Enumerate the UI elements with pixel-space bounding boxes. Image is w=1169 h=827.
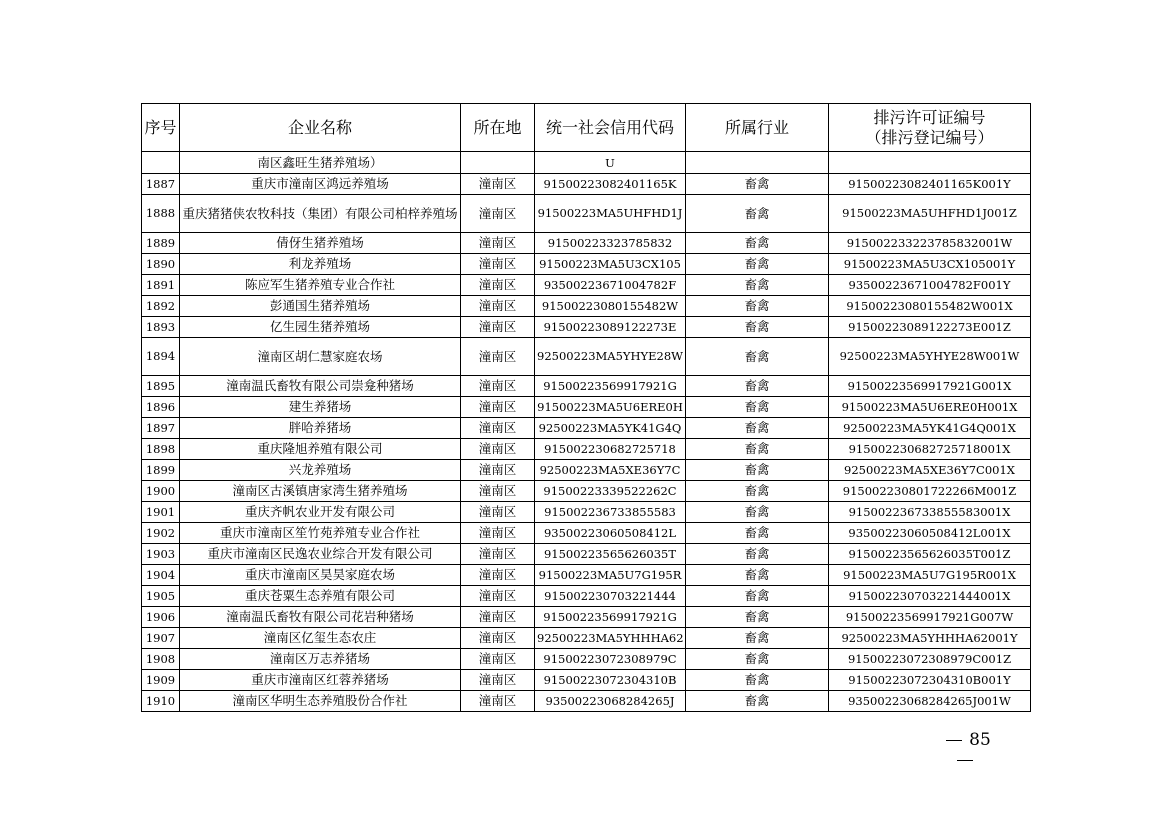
cell-company-name: 建生养猪场 xyxy=(180,397,461,418)
cell-industry: 畜禽 xyxy=(686,460,829,481)
cell-industry: 畜禽 xyxy=(686,523,829,544)
cell-company-name: 潼南区万志养猪场 xyxy=(180,649,461,670)
cell-location: 潼南区 xyxy=(461,691,535,712)
cell-credit-code: 91500223MA5U7G195R xyxy=(535,565,686,586)
cell-seq: 1888 xyxy=(142,195,180,233)
cell-industry: 畜禽 xyxy=(686,418,829,439)
table-row xyxy=(142,195,1031,233)
cell-seq: 1903 xyxy=(142,544,180,565)
table-row xyxy=(142,628,1031,649)
cell-location: 潼南区 xyxy=(461,460,535,481)
cell-company-name: 潼南区华明生态养殖股份合作社 xyxy=(180,691,461,712)
header-company-name: 企业名称 xyxy=(180,104,461,152)
cell-seq: 1895 xyxy=(142,376,180,397)
cell-seq: 1907 xyxy=(142,628,180,649)
cell-industry: 畜禽 xyxy=(686,586,829,607)
cell-industry: 畜禽 xyxy=(686,275,829,296)
cell-credit-code: 91500223MA5U6ERE0H xyxy=(535,397,686,418)
cell-company-name: 潼南温氏畜牧有限公司崇龛种猪场 xyxy=(180,376,461,397)
cell-location: 潼南区 xyxy=(461,174,535,195)
cell-location: 潼南区 xyxy=(461,296,535,317)
cell-credit-code: 92500223MA5YK41G4Q xyxy=(535,418,686,439)
cell-industry: 畜禽 xyxy=(686,195,829,233)
cell-industry: 畜禽 xyxy=(686,502,829,523)
cell-permit-number: 91500223072308979C001Z xyxy=(829,649,1031,670)
cell-location: 潼南区 xyxy=(461,397,535,418)
cell-industry xyxy=(686,152,829,174)
table-row xyxy=(142,649,1031,670)
cell-location: 潼南区 xyxy=(461,586,535,607)
table-row xyxy=(142,565,1031,586)
cell-location: 潼南区 xyxy=(461,607,535,628)
table-row xyxy=(142,502,1031,523)
cell-permit-number: 91500223089122273E001Z xyxy=(829,317,1031,338)
table-row xyxy=(142,460,1031,481)
cell-seq: 1893 xyxy=(142,317,180,338)
cell-location: 潼南区 xyxy=(461,254,535,275)
cell-location: 潼南区 xyxy=(461,649,535,670)
cell-company-name: 彭通国生猪养殖场 xyxy=(180,296,461,317)
cell-location: 潼南区 xyxy=(461,628,535,649)
cell-credit-code: 91500223569917921G xyxy=(535,376,686,397)
table-row xyxy=(142,418,1031,439)
cell-credit-code: 91500223569917921G xyxy=(535,607,686,628)
cell-seq: 1901 xyxy=(142,502,180,523)
header-seq: 序号 xyxy=(142,104,180,152)
cell-credit-code: 91500223323785832 xyxy=(535,233,686,254)
cell-seq: 1898 xyxy=(142,439,180,460)
cell-company-name: 潼南温氏畜牧有限公司花岩种猪场 xyxy=(180,607,461,628)
cell-permit-number: 91500223569917921G001X xyxy=(829,376,1031,397)
cell-company-name: 重庆齐帆农业开发有限公司 xyxy=(180,502,461,523)
cell-credit-code: 91500223072308979C xyxy=(535,649,686,670)
cell-permit-number: 915002230801722266M001Z xyxy=(829,481,1031,502)
cell-industry: 畜禽 xyxy=(686,607,829,628)
cell-seq: 1906 xyxy=(142,607,180,628)
cell-credit-code: 92500223MA5YHHHA62 xyxy=(535,628,686,649)
cell-permit-number: 91500223569917921G007W xyxy=(829,607,1031,628)
cell-permit-number: 915002230682725718001X xyxy=(829,439,1031,460)
cell-company-name: 潼南区古溪镇唐家湾生猪养殖场 xyxy=(180,481,461,502)
cell-credit-code: 915002236733855583 xyxy=(535,502,686,523)
cell-industry: 畜禽 xyxy=(686,649,829,670)
cell-permit-number: 92500223MA5YHYE28W001W xyxy=(829,338,1031,376)
cell-industry: 畜禽 xyxy=(686,544,829,565)
cell-industry: 畜禽 xyxy=(686,338,829,376)
cell-location: 潼南区 xyxy=(461,275,535,296)
cell-company-name: 胖哈养猪场 xyxy=(180,418,461,439)
page-footer xyxy=(925,730,1005,770)
cell-industry: 畜禽 xyxy=(686,317,829,338)
header-permit-line2: （排污登记编号） xyxy=(865,127,994,147)
table-row xyxy=(142,397,1031,418)
pollution-permit-table xyxy=(141,103,1031,712)
cell-location: 潼南区 xyxy=(461,338,535,376)
cell-company-name: 重庆市潼南区鸿远养殖场 xyxy=(180,174,461,195)
table-row xyxy=(142,296,1031,317)
cell-credit-code: 93500223068284265J xyxy=(535,691,686,712)
cell-company-name: 倩伢生猪养殖场 xyxy=(180,233,461,254)
cell-seq: 1902 xyxy=(142,523,180,544)
table-body xyxy=(142,152,1031,712)
cell-location: 潼南区 xyxy=(461,439,535,460)
cell-company-name: 重庆市潼南区昊昊家庭农场 xyxy=(180,565,461,586)
cell-industry: 畜禽 xyxy=(686,481,829,502)
cell-seq: 1910 xyxy=(142,691,180,712)
cell-location: 潼南区 xyxy=(461,418,535,439)
cell-permit-number: 91500223MA5U6ERE0H001X xyxy=(829,397,1031,418)
cell-credit-code: 91500223MA5UHFHD1J xyxy=(535,195,686,233)
cell-permit-number: 91500223MA5U3CX105001Y xyxy=(829,254,1031,275)
cell-credit-code: 91500223072304310B xyxy=(535,670,686,691)
cell-permit-number: 915002230703221444001X xyxy=(829,586,1031,607)
cell-location: 潼南区 xyxy=(461,502,535,523)
cell-industry: 畜禽 xyxy=(686,296,829,317)
header-location: 所在地 xyxy=(461,104,535,152)
cell-company-name: 重庆市潼南区民逸农业综合开发有限公司 xyxy=(180,544,461,565)
cell-credit-code: 92500223MA5YHYE28W xyxy=(535,338,686,376)
header-industry: 所属行业 xyxy=(686,104,829,152)
page-number: 85 xyxy=(969,730,991,750)
cell-location: 潼南区 xyxy=(461,195,535,233)
table-header-row xyxy=(142,104,1031,152)
cell-location: 潼南区 xyxy=(461,523,535,544)
cell-permit-number: 92500223MA5YHHHA62001Y xyxy=(829,628,1031,649)
cell-permit-number: 915002233223785832001W xyxy=(829,233,1031,254)
cell-industry: 畜禽 xyxy=(686,397,829,418)
cell-seq: 1904 xyxy=(142,565,180,586)
table-row xyxy=(142,670,1031,691)
footer-dash-left xyxy=(946,740,962,741)
cell-permit-number: 93500223068284265J001W xyxy=(829,691,1031,712)
table-row xyxy=(142,338,1031,376)
cell-permit-number: 93500223671004782F001Y xyxy=(829,275,1031,296)
cell-location: 潼南区 xyxy=(461,481,535,502)
cell-seq: 1900 xyxy=(142,481,180,502)
cell-seq: 1890 xyxy=(142,254,180,275)
cell-industry: 畜禽 xyxy=(686,174,829,195)
cell-permit-number: 915002236733855583001X xyxy=(829,502,1031,523)
table-row xyxy=(142,439,1031,460)
cell-location: 潼南区 xyxy=(461,544,535,565)
cell-permit-number xyxy=(829,152,1031,174)
table-row xyxy=(142,174,1031,195)
cell-credit-code: 91500223080155482W xyxy=(535,296,686,317)
cell-company-name: 利龙养殖场 xyxy=(180,254,461,275)
cell-seq: 1905 xyxy=(142,586,180,607)
cell-credit-code: 91500223082401165K xyxy=(535,174,686,195)
cell-credit-code: 91500223MA5U3CX105 xyxy=(535,254,686,275)
cell-credit-code: 93500223060508412L xyxy=(535,523,686,544)
cell-seq: 1899 xyxy=(142,460,180,481)
table-row xyxy=(142,481,1031,502)
table-row xyxy=(142,254,1031,275)
cell-company-name: 陈应军生猪养殖专业合作社 xyxy=(180,275,461,296)
cell-company-name: 潼南区亿玺生态农庄 xyxy=(180,628,461,649)
cell-seq: 1891 xyxy=(142,275,180,296)
cell-company-name: 重庆隆旭养殖有限公司 xyxy=(180,439,461,460)
table-row xyxy=(142,376,1031,397)
cell-industry: 畜禽 xyxy=(686,439,829,460)
cell-company-name: 南区鑫旺生猪养殖场） xyxy=(180,152,461,174)
footer-dash-right xyxy=(957,760,973,761)
header-permit-number xyxy=(829,104,1031,152)
cell-company-name: 重庆猪猪侠农牧科技（集团）有限公司柏梓养殖场 xyxy=(180,195,461,233)
table-row xyxy=(142,233,1031,254)
cell-company-name: 重庆苍粟生态养殖有限公司 xyxy=(180,586,461,607)
table-row xyxy=(142,607,1031,628)
cell-seq: 1892 xyxy=(142,296,180,317)
cell-industry: 畜禽 xyxy=(686,233,829,254)
table-row xyxy=(142,275,1031,296)
table-row xyxy=(142,523,1031,544)
table-row xyxy=(142,586,1031,607)
cell-permit-number: 91500223082401165K001Y xyxy=(829,174,1031,195)
cell-credit-code: 91500223089122273E xyxy=(535,317,686,338)
cell-credit-code: 915002230703221444 xyxy=(535,586,686,607)
cell-industry: 畜禽 xyxy=(686,670,829,691)
cell-industry: 畜禽 xyxy=(686,691,829,712)
cell-location xyxy=(461,152,535,174)
cell-industry: 畜禽 xyxy=(686,376,829,397)
cell-seq xyxy=(142,152,180,174)
header-credit-code: 统一社会信用代码 xyxy=(535,104,686,152)
cell-seq: 1894 xyxy=(142,338,180,376)
cell-seq: 1908 xyxy=(142,649,180,670)
cell-permit-number: 92500223MA5YK41G4Q001X xyxy=(829,418,1031,439)
cell-location: 潼南区 xyxy=(461,670,535,691)
cell-permit-number: 91500223MA5UHFHD1J001Z xyxy=(829,195,1031,233)
cell-credit-code: U xyxy=(535,152,686,174)
cell-company-name: 重庆市潼南区笙竹苑养殖专业合作社 xyxy=(180,523,461,544)
cell-location: 潼南区 xyxy=(461,317,535,338)
cell-seq: 1897 xyxy=(142,418,180,439)
cell-permit-number: 93500223060508412L001X xyxy=(829,523,1031,544)
cell-seq: 1896 xyxy=(142,397,180,418)
cell-seq: 1887 xyxy=(142,174,180,195)
cell-seq: 1889 xyxy=(142,233,180,254)
cell-location: 潼南区 xyxy=(461,565,535,586)
cell-industry: 畜禽 xyxy=(686,254,829,275)
cell-location: 潼南区 xyxy=(461,376,535,397)
cell-company-name: 亿生园生猪养殖场 xyxy=(180,317,461,338)
cell-permit-number: 91500223080155482W001X xyxy=(829,296,1031,317)
cell-industry: 畜禽 xyxy=(686,565,829,586)
cell-company-name: 重庆市潼南区红蓉养猪场 xyxy=(180,670,461,691)
table-row xyxy=(142,317,1031,338)
cell-location: 潼南区 xyxy=(461,233,535,254)
cell-credit-code: 91500223339522262C xyxy=(535,481,686,502)
cell-seq: 1909 xyxy=(142,670,180,691)
cell-company-name: 兴龙养殖场 xyxy=(180,460,461,481)
cell-industry: 畜禽 xyxy=(686,628,829,649)
table-row xyxy=(142,544,1031,565)
cell-credit-code: 915002230682725718 xyxy=(535,439,686,460)
header-permit-line1: 排污许可证编号 xyxy=(873,107,986,127)
cell-permit-number: 91500223MA5U7G195R001X xyxy=(829,565,1031,586)
cell-permit-number: 91500223565626035T001Z xyxy=(829,544,1031,565)
cell-permit-number: 91500223072304310B001Y xyxy=(829,670,1031,691)
table-row-continuation xyxy=(142,152,1031,174)
table-row xyxy=(142,691,1031,712)
cell-credit-code: 92500223MA5XE36Y7C xyxy=(535,460,686,481)
cell-credit-code: 93500223671004782F xyxy=(535,275,686,296)
cell-credit-code: 91500223565626035T xyxy=(535,544,686,565)
cell-permit-number: 92500223MA5XE36Y7C001X xyxy=(829,460,1031,481)
cell-company-name: 潼南区胡仁慧家庭农场 xyxy=(180,338,461,376)
